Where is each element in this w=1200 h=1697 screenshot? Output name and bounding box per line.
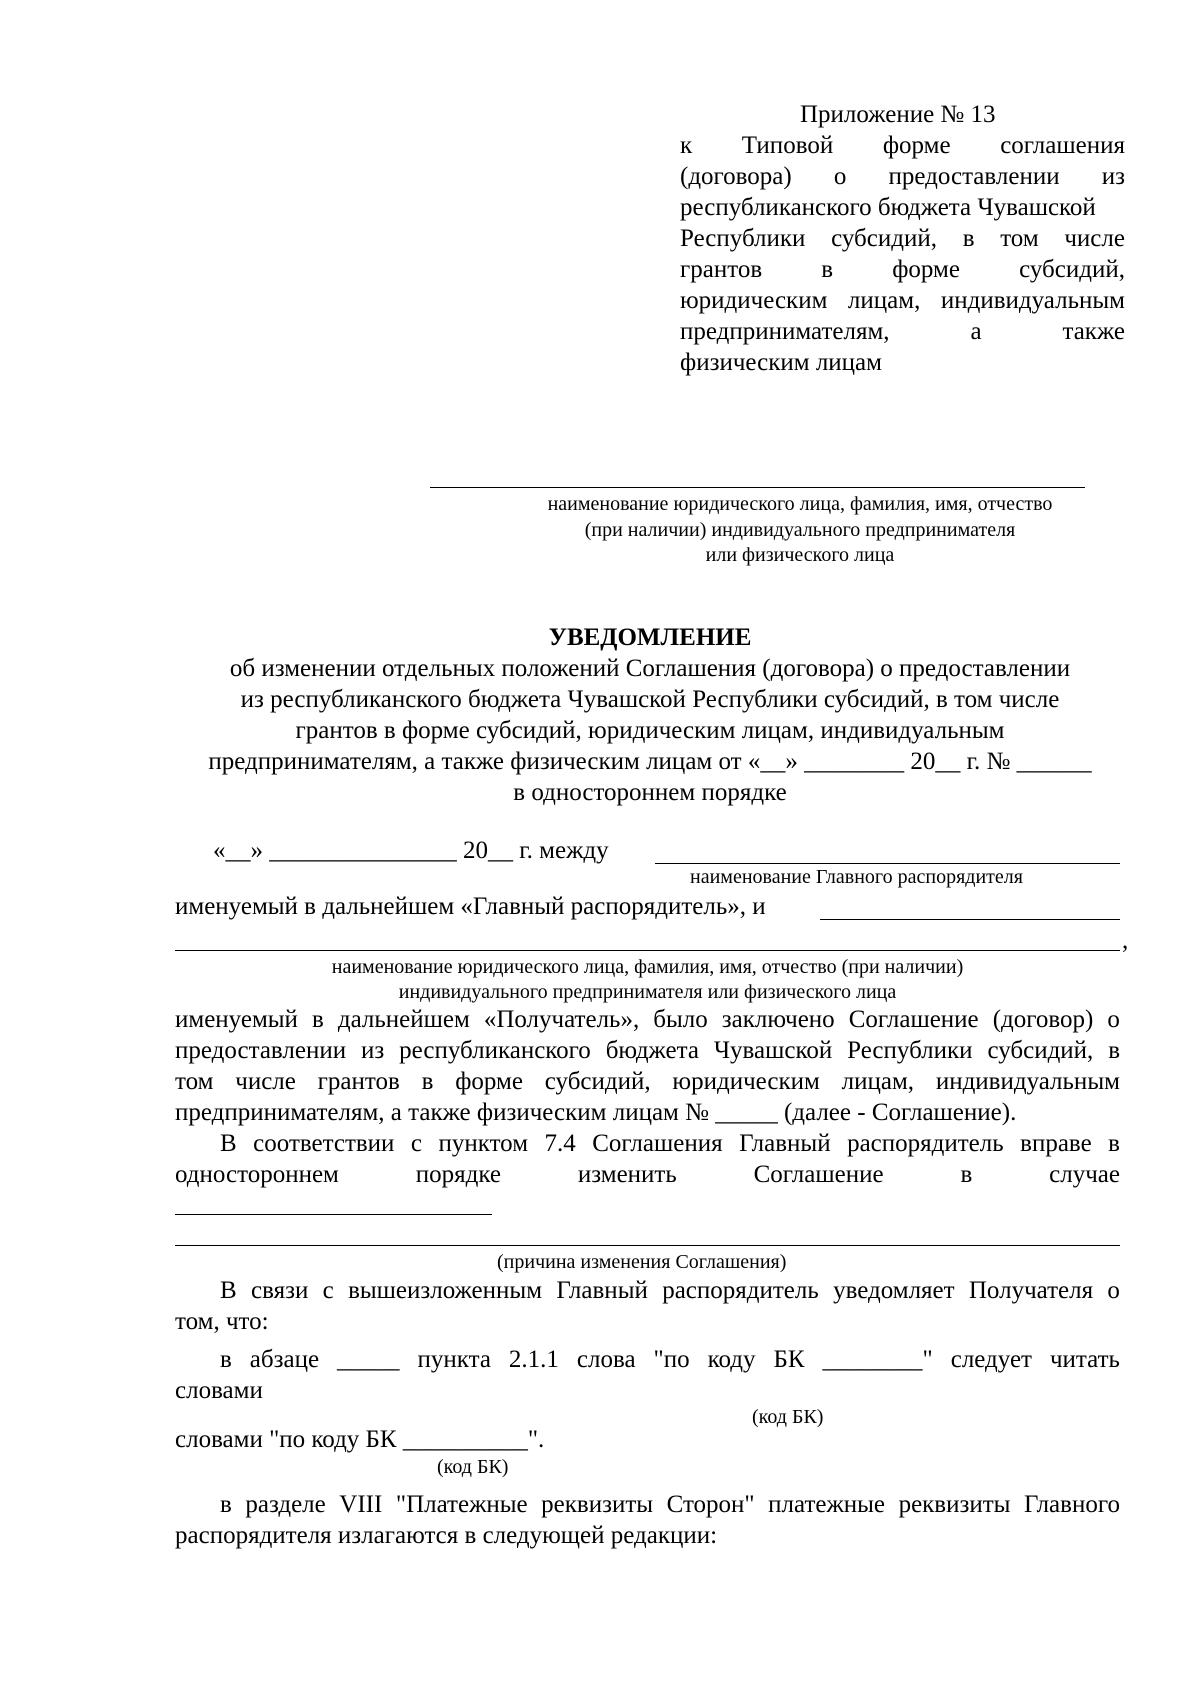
word: субсидий, bbox=[831, 225, 937, 252]
word: Соглашения bbox=[592, 1130, 723, 1157]
word: юридическим bbox=[680, 287, 828, 314]
recipient-name-line bbox=[430, 487, 1085, 488]
word: уведомляет bbox=[833, 1277, 955, 1304]
notice-subtitle-1: об изменении отдельных положений Соглашения (договора) о предоставлении bbox=[229, 655, 1071, 682]
date-line: «__» _______________ 20__ г. между bbox=[213, 837, 609, 864]
named-main-text: именуемый в дальнейшем «Главный распорядитель», и bbox=[175, 893, 766, 920]
word: Главный bbox=[556, 1277, 648, 1304]
word: предоставлении bbox=[888, 163, 1060, 190]
word: том bbox=[1000, 225, 1039, 252]
word: VIII bbox=[339, 1491, 383, 1518]
kbk-caption: (код БК) bbox=[752, 1406, 824, 1428]
word: платежные bbox=[768, 1491, 886, 1518]
reason-line-1 bbox=[175, 1214, 492, 1215]
word: том bbox=[175, 1068, 214, 1095]
word: Республики bbox=[847, 1037, 973, 1064]
appendix-line bbox=[680, 224, 1125, 254]
paragraph-line bbox=[220, 1490, 1120, 1520]
paragraph-kbk-new: словами "по коду БК __________". bbox=[175, 1426, 545, 1453]
word: республиканского бюджета Чувашской bbox=[680, 194, 1096, 221]
appendix-line bbox=[680, 255, 1125, 285]
word: предпринимателям, bbox=[680, 318, 890, 345]
word: (договор) bbox=[992, 1006, 1094, 1033]
word: «Получатель», bbox=[483, 1006, 640, 1033]
paragraph-concluded-last: предпринимателям, а также физическим лицам № _____ (далее - Соглашение). bbox=[175, 1099, 1017, 1126]
word: юридическим bbox=[672, 1068, 820, 1095]
paragraph-line bbox=[175, 1005, 1120, 1035]
word: субсидий, bbox=[544, 1068, 651, 1095]
word: соответствии bbox=[253, 1130, 395, 1157]
word: БК bbox=[773, 1346, 805, 1373]
paragraph-notifies-end: том, что: bbox=[175, 1308, 269, 1335]
word: грантов bbox=[317, 1068, 400, 1095]
word: в bbox=[311, 1006, 324, 1033]
recipient-caption-3: или физического лица bbox=[705, 544, 895, 566]
word: разделе bbox=[245, 1491, 326, 1518]
reason-line-2 bbox=[175, 1245, 1120, 1246]
word: Главного bbox=[1024, 1491, 1120, 1518]
word: именуемый bbox=[175, 1006, 298, 1033]
word: республиканского bbox=[399, 1037, 591, 1064]
appendix-line bbox=[680, 286, 1125, 316]
word: распорядитель bbox=[847, 1130, 1004, 1157]
word: о bbox=[1107, 1277, 1120, 1304]
word: вышеизложенным bbox=[348, 1277, 543, 1304]
word: соглашения bbox=[1000, 132, 1125, 159]
recipient-name-line-2 bbox=[820, 919, 1120, 920]
word: Сторон" bbox=[666, 1491, 755, 1518]
paragraph-line bbox=[220, 1276, 1120, 1306]
word: "по bbox=[653, 1346, 690, 1373]
paragraph-payment-details-end: распорядителя излагаются в следующей редакции: bbox=[175, 1522, 718, 1549]
word: дальнейшем bbox=[337, 1006, 470, 1033]
word: реквизиты bbox=[898, 1491, 1011, 1518]
paragraph-line bbox=[175, 1036, 1120, 1066]
comma-text: , bbox=[1122, 927, 1129, 954]
word: читать bbox=[1049, 1346, 1120, 1373]
word: в bbox=[220, 1491, 232, 1518]
notice-subtitle-3: грантов в форме субсидий, юридическим лицам, индивидуальным bbox=[295, 717, 1005, 744]
word: с bbox=[410, 1130, 423, 1157]
word: "Платежные bbox=[395, 1491, 528, 1518]
appendix-line bbox=[680, 162, 1125, 192]
word: о bbox=[1107, 1006, 1120, 1033]
word: к bbox=[680, 132, 693, 159]
word: Республики bbox=[680, 225, 806, 252]
word: с bbox=[322, 1277, 334, 1304]
word: случае bbox=[1049, 1161, 1120, 1188]
word: субсидий, bbox=[1019, 256, 1125, 283]
word: Чувашской bbox=[713, 1037, 833, 1064]
word: в bbox=[1108, 1130, 1120, 1157]
reason-caption: (причина изменения Соглашения) bbox=[497, 1251, 787, 1273]
word: предоставлении bbox=[175, 1037, 347, 1064]
paragraph-kbk-words: словами bbox=[175, 1377, 263, 1404]
word: В bbox=[220, 1277, 237, 1304]
word: Главный bbox=[739, 1130, 831, 1157]
word: Получателя bbox=[968, 1277, 1094, 1304]
word: Типовой bbox=[741, 132, 834, 159]
word: форме bbox=[455, 1068, 523, 1095]
word: 2.1.1 bbox=[508, 1346, 559, 1373]
word: коду bbox=[707, 1346, 756, 1373]
word: в bbox=[962, 225, 975, 252]
word: форме bbox=[882, 132, 951, 159]
word: было bbox=[653, 1006, 708, 1033]
word: форме bbox=[892, 256, 960, 283]
notice-subtitle-2: из республиканского бюджета Чувашской Республики субсидий, в том числе bbox=[240, 686, 1060, 713]
word: порядке bbox=[415, 1161, 501, 1188]
word: а bbox=[970, 318, 982, 345]
word: в bbox=[220, 1346, 232, 1373]
word: из bbox=[360, 1037, 385, 1064]
word: в bbox=[960, 1161, 973, 1188]
word: пункта bbox=[417, 1346, 491, 1373]
appendix-line bbox=[680, 317, 1125, 347]
word: субсидий, bbox=[987, 1037, 1094, 1064]
word: в bbox=[821, 256, 834, 283]
word: лицам, bbox=[847, 287, 921, 314]
recipient-caption-2-1: наименование юридического лица, фамилия, имя, отчество (при наличии) bbox=[331, 956, 964, 978]
paragraph-line bbox=[175, 1067, 1120, 1097]
word: одностороннем bbox=[175, 1161, 339, 1188]
main-disposer-caption: наименование Главного распорядителя bbox=[690, 866, 1023, 888]
word: индивидуальным bbox=[935, 1068, 1120, 1095]
word: 7.4 bbox=[544, 1130, 576, 1157]
word: Соглашение bbox=[848, 1006, 979, 1033]
word: из bbox=[1101, 163, 1125, 190]
appendix-line bbox=[680, 348, 882, 378]
appendix-title: Приложение № 13 bbox=[800, 101, 996, 128]
word: в bbox=[1108, 1037, 1120, 1064]
word: следует bbox=[950, 1346, 1032, 1373]
paragraph-line bbox=[220, 1129, 1120, 1159]
word: (договора) bbox=[680, 163, 792, 190]
recipient-caption-2-2: индивидуального предпринимателя или физического лица bbox=[398, 981, 897, 1003]
word: связи bbox=[251, 1277, 309, 1304]
main-disposer-line bbox=[655, 863, 1120, 864]
paragraph-line bbox=[175, 1160, 1120, 1190]
appendix-line bbox=[680, 193, 1096, 223]
word: бюджета bbox=[605, 1037, 699, 1064]
word: распорядитель bbox=[662, 1277, 819, 1304]
word: ________" bbox=[822, 1346, 933, 1373]
word: числе bbox=[235, 1068, 296, 1095]
recipient-full-line bbox=[175, 950, 1120, 951]
word: физическим лицам bbox=[680, 349, 882, 376]
word: пунктом bbox=[438, 1130, 529, 1157]
word: вправе bbox=[1020, 1130, 1092, 1157]
notice-subtitle-4: предпринимателям, а также физическим лицам от «__» ________ 20__ г. № ______ bbox=[208, 748, 1092, 775]
word: изменить bbox=[577, 1161, 677, 1188]
notice-subtitle-5: в одностороннем порядке bbox=[513, 779, 787, 806]
appendix-line bbox=[680, 131, 1125, 161]
word: В bbox=[220, 1130, 237, 1157]
word: в bbox=[421, 1068, 434, 1095]
word: о bbox=[833, 163, 847, 190]
recipient-caption-1: наименование юридического лица, фамилия, имя, отчество bbox=[547, 493, 1053, 515]
word: грантов bbox=[680, 256, 763, 283]
word: лицам, bbox=[841, 1068, 915, 1095]
paragraph-line bbox=[220, 1345, 1120, 1375]
kbk-caption-2: (код БК) bbox=[437, 1456, 509, 1478]
recipient-caption-2: (при наличии) индивидуального предпринимателя bbox=[584, 519, 1016, 541]
word: реквизиты bbox=[541, 1491, 654, 1518]
word: _____ bbox=[337, 1346, 400, 1373]
word: индивидуальным bbox=[940, 287, 1125, 314]
word: заключено bbox=[721, 1006, 835, 1033]
word: слова bbox=[576, 1346, 636, 1373]
word: абзаце bbox=[249, 1346, 320, 1373]
word: также bbox=[1062, 318, 1125, 345]
word: Соглашение bbox=[753, 1161, 884, 1188]
notice-title: УВЕДОМЛЕНИЕ bbox=[548, 624, 752, 651]
word: числе bbox=[1064, 225, 1125, 252]
